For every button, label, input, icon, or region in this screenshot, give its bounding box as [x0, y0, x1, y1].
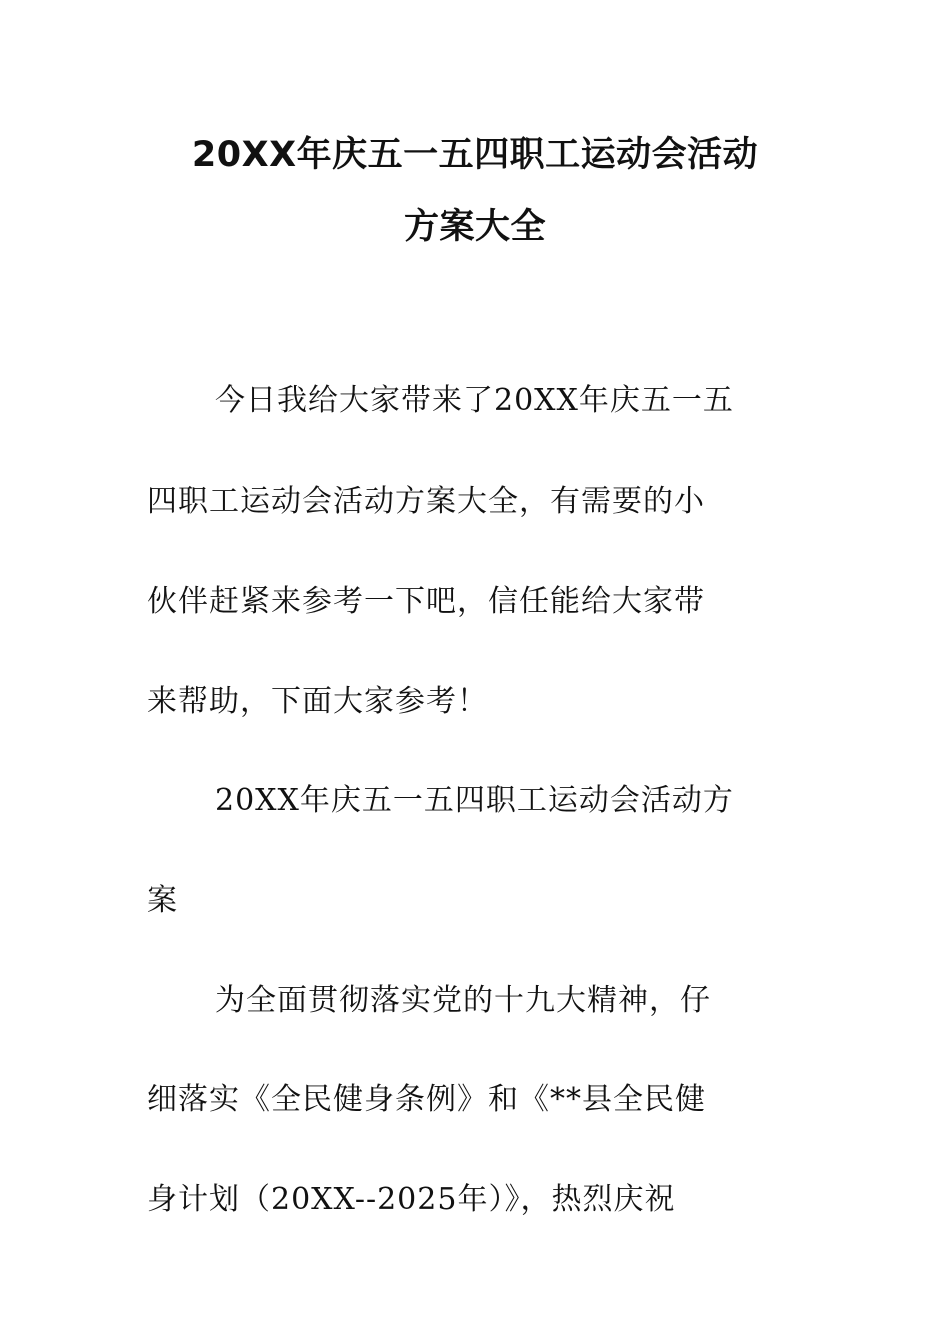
paragraph-1-line-1: 今日我给大家带来了20XX年庆五一五 [215, 383, 734, 418]
paragraph-2-line-3: 身计划（20XX--2025年）》，热烈庆祝 [147, 1182, 676, 1217]
subtitle-line-1: 20XX年庆五一五四职工运动会活动方 [215, 783, 734, 818]
document-title-line-2: 方案大全 [403, 207, 546, 247]
paragraph-1-line-2: 四职工运动会活动方案大全，有需要的小 [147, 484, 705, 519]
paragraph-2-line-1: 为全面贯彻落实党的十九大精神，仔 [215, 983, 711, 1018]
paragraph-1-line-4: 来帮助，下面大家参考！ [147, 684, 488, 719]
paragraph-1-line-3: 伙伴赶紧来参考一下吧，信任能给大家带 [147, 584, 705, 619]
paragraph-2-line-2: 细落实《全民健身条例》和《**县全民健 [147, 1082, 706, 1117]
document-title-line-1: 20XX年庆五一五四职工运动会活动 [191, 135, 759, 175]
subtitle-line-2: 案 [147, 883, 178, 918]
